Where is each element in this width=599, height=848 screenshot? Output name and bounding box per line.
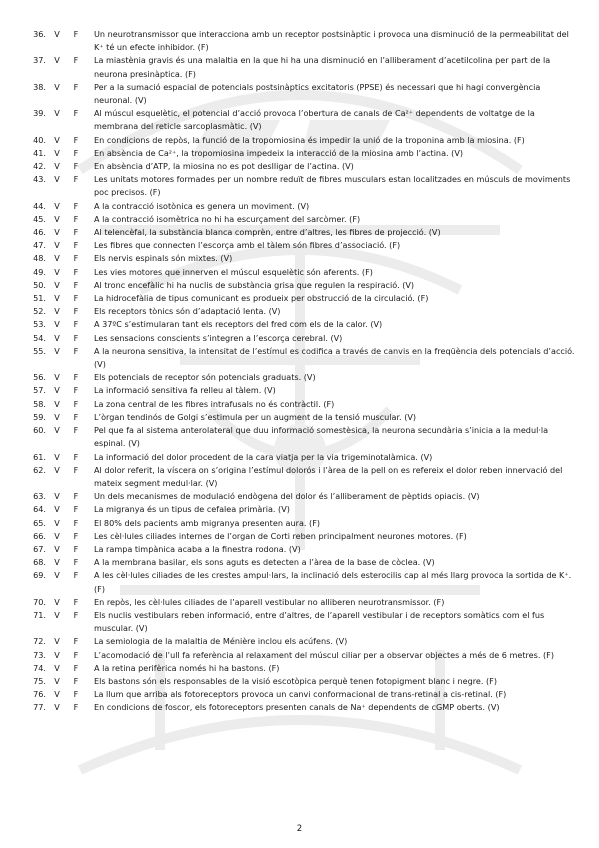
option-true: V bbox=[54, 517, 60, 528]
question-number: 57. bbox=[33, 385, 46, 396]
question-number: 52. bbox=[33, 306, 46, 317]
question-text: Les sensacions conscients s’integren a l’escorça cerebral. (V) bbox=[94, 332, 343, 343]
question-item bbox=[24, 398, 576, 411]
question-number: 48. bbox=[33, 253, 46, 264]
option-true: V bbox=[54, 161, 60, 172]
question-text: A la neurona sensitiva, la intensitat de l’estímul es codifica a través de canvis en la freqüència dels potencials d’acció. (V) bbox=[94, 345, 575, 370]
question-text: A 37ºC s’estimularan tant els receptors del fred com els de la calor. (V) bbox=[94, 319, 383, 330]
question-number: 46. bbox=[33, 227, 46, 238]
question-number: 72. bbox=[33, 636, 46, 647]
option-false: F bbox=[73, 200, 79, 211]
question-item bbox=[24, 213, 576, 226]
question-item bbox=[24, 239, 576, 252]
question-text: Les cèl·lules ciliades internes de l’organ de Corti reben principalment neurones motores. (F) bbox=[94, 530, 467, 541]
question-number: 71. bbox=[33, 609, 46, 620]
option-false: F bbox=[73, 108, 79, 119]
option-true: V bbox=[54, 596, 60, 607]
question-text: Al tronc encefàlic hi ha nuclis de substància grisa que regulen la respiració. (V) bbox=[94, 279, 415, 290]
question-text: Un dels mecanismes de modulació endògena del dolor és l’alliberament de pèptids opiacis. (V) bbox=[94, 491, 480, 502]
question-text: Les unitats motores formades per un nombre reduït de fibres musculars estan localitzades en músculs de moviments poc precisos. (F) bbox=[94, 174, 571, 198]
question-text: La informació del dolor procedent de la cara viatja per la via trigeminotalàmica. (V) bbox=[94, 451, 433, 462]
option-false: F bbox=[73, 134, 79, 145]
question-number: 44. bbox=[33, 200, 46, 211]
option-false: F bbox=[73, 81, 79, 92]
question-item bbox=[24, 609, 576, 635]
question-item bbox=[24, 649, 576, 662]
option-true: V bbox=[54, 491, 60, 502]
question-number: 68. bbox=[33, 557, 46, 568]
option-true: V bbox=[54, 557, 60, 568]
option-false: F bbox=[73, 504, 79, 515]
option-true: V bbox=[54, 279, 60, 290]
question-number: 47. bbox=[33, 240, 46, 251]
option-false: F bbox=[73, 517, 79, 528]
question-number: 50. bbox=[33, 279, 46, 290]
question-text: La llum que arriba als fotoreceptors provoca un canvi conformacional de trans-retinal a cis-retinal. (F) bbox=[94, 689, 507, 700]
option-false: F bbox=[73, 543, 79, 554]
question-item bbox=[24, 266, 576, 279]
question-text: A la retina perifèrica només hi ha bastons. (F) bbox=[94, 662, 280, 673]
option-false: F bbox=[73, 372, 79, 383]
option-false: F bbox=[73, 636, 79, 647]
question-number: 42. bbox=[33, 161, 46, 172]
question-number: 49. bbox=[33, 266, 46, 277]
option-false: F bbox=[73, 253, 79, 264]
option-false: F bbox=[73, 649, 79, 660]
question-number: 75. bbox=[33, 675, 46, 686]
question-item bbox=[24, 384, 576, 397]
option-false: F bbox=[73, 398, 79, 409]
question-item bbox=[24, 107, 576, 133]
option-true: V bbox=[54, 147, 60, 158]
question-number: 54. bbox=[33, 332, 46, 343]
option-true: V bbox=[54, 504, 60, 515]
question-text: La migranya és un tipus de cefalea primària. (V) bbox=[94, 504, 290, 515]
option-true: V bbox=[54, 689, 60, 700]
question-number: 67. bbox=[33, 543, 46, 554]
question-item bbox=[24, 173, 576, 199]
question-item bbox=[24, 318, 576, 331]
question-number: 55. bbox=[33, 345, 46, 356]
option-true: V bbox=[54, 266, 60, 277]
option-true: V bbox=[54, 134, 60, 145]
question-text: La rampa timpànica acaba a la finestra rodona. (V) bbox=[94, 543, 301, 554]
question-item bbox=[24, 556, 576, 569]
question-number: 37. bbox=[33, 55, 46, 66]
question-text: Els bastons són els responsables de la visió escotòpica perquè tenen fotopigment blanc i negre. (F) bbox=[94, 675, 497, 686]
question-number: 77. bbox=[33, 702, 46, 713]
option-true: V bbox=[54, 345, 60, 356]
question-item bbox=[24, 134, 576, 147]
option-false: F bbox=[73, 147, 79, 158]
question-number: 56. bbox=[33, 372, 46, 383]
question-item bbox=[24, 464, 576, 490]
option-true: V bbox=[54, 253, 60, 264]
question-number: 38. bbox=[33, 81, 46, 92]
option-true: V bbox=[54, 174, 60, 185]
question-text: En absència de Ca²⁺, la tropomiosina impedeix la interacció de la miosina amb l’actina. (V) bbox=[94, 147, 464, 158]
question-text: En condicions de foscor, els fotoreceptors presenten canals de Na⁺ dependents de cGMP oberts. (V) bbox=[94, 702, 500, 713]
question-item bbox=[24, 28, 576, 54]
option-true: V bbox=[54, 372, 60, 383]
question-item bbox=[24, 596, 576, 609]
option-true: V bbox=[54, 332, 60, 343]
option-false: F bbox=[73, 596, 79, 607]
option-false: F bbox=[73, 451, 79, 462]
question-item bbox=[24, 569, 576, 595]
option-false: F bbox=[73, 609, 79, 620]
option-false: F bbox=[73, 55, 79, 66]
question-number: 39. bbox=[33, 108, 46, 119]
option-false: F bbox=[73, 411, 79, 422]
question-text: Al múscul esquelètic, el potencial d’acció provoca l’obertura de canals de Ca²⁺ dependents de voltatge de la membrana del reticle sarcoplasmàtic. (V) bbox=[94, 108, 535, 132]
option-false: F bbox=[73, 675, 79, 686]
question-number: 51. bbox=[33, 293, 46, 304]
question-text: L’acomodació de l’ull fa referència al relaxament del múscul ciliar per a observar objectes a més de 6 metres. (F) bbox=[94, 649, 554, 660]
option-true: V bbox=[54, 649, 60, 660]
option-true: V bbox=[54, 530, 60, 541]
question-text: A la contracció isotònica es genera un moviment. (V) bbox=[94, 200, 310, 211]
option-true: V bbox=[54, 464, 60, 475]
option-true: V bbox=[54, 293, 60, 304]
question-number: 60. bbox=[33, 425, 46, 436]
option-false: F bbox=[73, 174, 79, 185]
option-true: V bbox=[54, 675, 60, 686]
option-false: F bbox=[73, 662, 79, 673]
question-item bbox=[24, 160, 576, 173]
option-false: F bbox=[73, 319, 79, 330]
question-number: 59. bbox=[33, 411, 46, 422]
option-false: F bbox=[73, 345, 79, 356]
question-text: Pel que fa al sistema anterolateral que duu informació somestèsica, la neurona secundària s’inicia a la medul·la espinal. (V) bbox=[94, 425, 549, 449]
option-true: V bbox=[54, 425, 60, 436]
question-text: El 80% dels pacients amb migranya presenten aura. (F) bbox=[94, 517, 321, 528]
question-number: 73. bbox=[33, 649, 46, 660]
option-true: V bbox=[54, 227, 60, 238]
option-true: V bbox=[54, 411, 60, 422]
option-false: F bbox=[73, 279, 79, 290]
question-item bbox=[24, 675, 576, 688]
option-true: V bbox=[54, 29, 60, 39]
option-true: V bbox=[54, 55, 60, 66]
question-item bbox=[24, 503, 576, 516]
question-item bbox=[24, 252, 576, 265]
option-true: V bbox=[54, 702, 60, 713]
option-true: V bbox=[54, 662, 60, 673]
question-item bbox=[24, 635, 576, 648]
question-text: La miastènia gravis és una malaltia en la que hi ha una disminució en l’alliberament d’acetilcolina per part de la neurona presinàptica. (F) bbox=[94, 55, 551, 79]
question-text: L’òrgan tendinós de Golgi s’estimula per un augment de la tensió muscular. (V) bbox=[94, 411, 417, 422]
question-number: 65. bbox=[33, 517, 46, 528]
question-item bbox=[24, 490, 576, 503]
question-number: 70. bbox=[33, 596, 46, 607]
question-item bbox=[24, 424, 576, 450]
question-item bbox=[24, 81, 576, 107]
question-number: 69. bbox=[33, 570, 46, 581]
question-number: 63. bbox=[33, 491, 46, 502]
question-item bbox=[24, 226, 576, 239]
question-number: 74. bbox=[33, 662, 46, 673]
question-text: Un neurotransmissor que interacciona amb un receptor postsinàptic i provoca una disminució de la permeabilitat del K⁺ té un efecte inhibidor. (F) bbox=[94, 29, 569, 53]
question-text: Al dolor referit, la víscera on s’origina l’estímul dolorós i l’àrea de la pell on es refereix el dolor reben innervació del mateix segment medul·lar. (V) bbox=[94, 464, 563, 488]
question-text: A la membrana basilar, els sons aguts es detecten a l’àrea de la base de còclea. (V) bbox=[94, 557, 435, 568]
question-text: La hidrocefàlia de tipus comunicant es produeix per obstrucció de la circulació. (F) bbox=[94, 293, 429, 304]
option-false: F bbox=[73, 464, 79, 475]
page-number: 2 bbox=[296, 824, 303, 834]
question-number: 53. bbox=[33, 319, 46, 330]
option-true: V bbox=[54, 240, 60, 251]
option-false: F bbox=[73, 293, 79, 304]
question-text: Al telencèfal, la substància blanca comprèn, entre d’altres, les fibres de projecció. (V) bbox=[94, 227, 441, 238]
option-false: F bbox=[73, 266, 79, 277]
option-true: V bbox=[54, 570, 60, 581]
question-text: A la contracció isomètrica no hi ha escurçament del sarcòmer. (F) bbox=[94, 213, 361, 224]
question-number: 36. bbox=[33, 29, 46, 39]
question-text: Els receptors tònics són d’adaptació lenta. (V) bbox=[94, 306, 281, 317]
question-number: 61. bbox=[33, 451, 46, 462]
question-item bbox=[24, 54, 576, 80]
question-text: Els potencials de receptor són potencials graduats. (V) bbox=[94, 372, 316, 383]
option-true: V bbox=[54, 609, 60, 620]
option-true: V bbox=[54, 451, 60, 462]
option-true: V bbox=[54, 108, 60, 119]
question-number: 64. bbox=[33, 504, 46, 515]
question-item bbox=[24, 200, 576, 213]
question-item bbox=[24, 411, 576, 424]
question-number: 40. bbox=[33, 134, 46, 145]
question-item bbox=[24, 662, 576, 675]
question-text: Les fibres que connecten l’escorça amb el tàlem són fibres d’associació. (F) bbox=[94, 240, 401, 251]
option-true: V bbox=[54, 543, 60, 554]
question-text: La zona central de les fibres intrafusals no és contràctil. (F) bbox=[94, 398, 335, 409]
option-false: F bbox=[73, 227, 79, 238]
option-true: V bbox=[54, 319, 60, 330]
question-item bbox=[24, 451, 576, 464]
option-false: F bbox=[73, 332, 79, 343]
option-false: F bbox=[73, 385, 79, 396]
question-text: En condicions de repòs, la funció de la tropomiosina és impedir la unió de la troponina amb la miosina. (F) bbox=[94, 134, 525, 145]
question-item bbox=[24, 345, 576, 371]
question-text: Els nervis espinals són mixtes. (V) bbox=[94, 253, 233, 264]
question-item bbox=[24, 292, 576, 305]
question-number: 76. bbox=[33, 689, 46, 700]
question-list bbox=[24, 28, 576, 715]
question-number: 66. bbox=[33, 530, 46, 541]
question-item bbox=[24, 543, 576, 556]
option-false: F bbox=[73, 425, 79, 436]
question-item bbox=[24, 371, 576, 384]
option-true: V bbox=[54, 306, 60, 317]
option-true: V bbox=[54, 200, 60, 211]
option-true: V bbox=[54, 81, 60, 92]
question-text: Els nuclis vestibulars reben informació, entre d’altres, de l’aparell vestibular i de receptors somàtics com el fus muscular. (V) bbox=[94, 609, 545, 634]
question-item bbox=[24, 332, 576, 345]
question-text: En absència d’ATP, la miosina no es pot deslligar de l’actina. (V) bbox=[94, 161, 354, 172]
option-false: F bbox=[73, 29, 79, 39]
option-false: F bbox=[73, 161, 79, 172]
option-false: F bbox=[73, 306, 79, 317]
question-number: 43. bbox=[33, 174, 46, 185]
question-item bbox=[24, 147, 576, 160]
option-false: F bbox=[73, 689, 79, 700]
question-text: A les cèl·lules ciliades de les crestes ampul·lars, la inclinació dels esterocilis cap al més llarg provoca la sortida de K⁺. (F) bbox=[94, 570, 572, 594]
question-item bbox=[24, 305, 576, 318]
question-number: 62. bbox=[33, 464, 46, 475]
question-text: Les vies motores que innerven el múscul esquelètic són aferents. (F) bbox=[94, 266, 373, 277]
question-number: 41. bbox=[33, 147, 46, 158]
question-item bbox=[24, 701, 576, 714]
option-false: F bbox=[73, 557, 79, 568]
option-false: F bbox=[73, 491, 79, 502]
question-number: 58. bbox=[33, 398, 46, 409]
option-true: V bbox=[54, 385, 60, 396]
option-true: V bbox=[54, 213, 60, 224]
question-item bbox=[24, 688, 576, 701]
option-false: F bbox=[73, 702, 79, 713]
option-false: F bbox=[73, 530, 79, 541]
question-text: La semiologia de la malaltia de Ménière inclou els acúfens. (V) bbox=[94, 636, 348, 647]
question-item bbox=[24, 517, 576, 530]
question-item bbox=[24, 279, 576, 292]
question-text: En repòs, les cèl·lules ciliades de l’aparell vestibular no alliberen neurotransmissor. (F) bbox=[94, 596, 445, 607]
option-false: F bbox=[73, 213, 79, 224]
option-false: F bbox=[73, 240, 79, 251]
question-text: Per a la sumació espacial de potencials postsinàptics excitatoris (PPSE) és necessari que hi hagi convergència neuronal. (V) bbox=[94, 81, 541, 106]
question-number: 45. bbox=[33, 213, 46, 224]
option-false: F bbox=[73, 570, 79, 581]
question-item bbox=[24, 530, 576, 543]
option-true: V bbox=[54, 636, 60, 647]
option-true: V bbox=[54, 398, 60, 409]
question-text: La informació sensitiva fa relleu al tàlem. (V) bbox=[94, 385, 276, 396]
